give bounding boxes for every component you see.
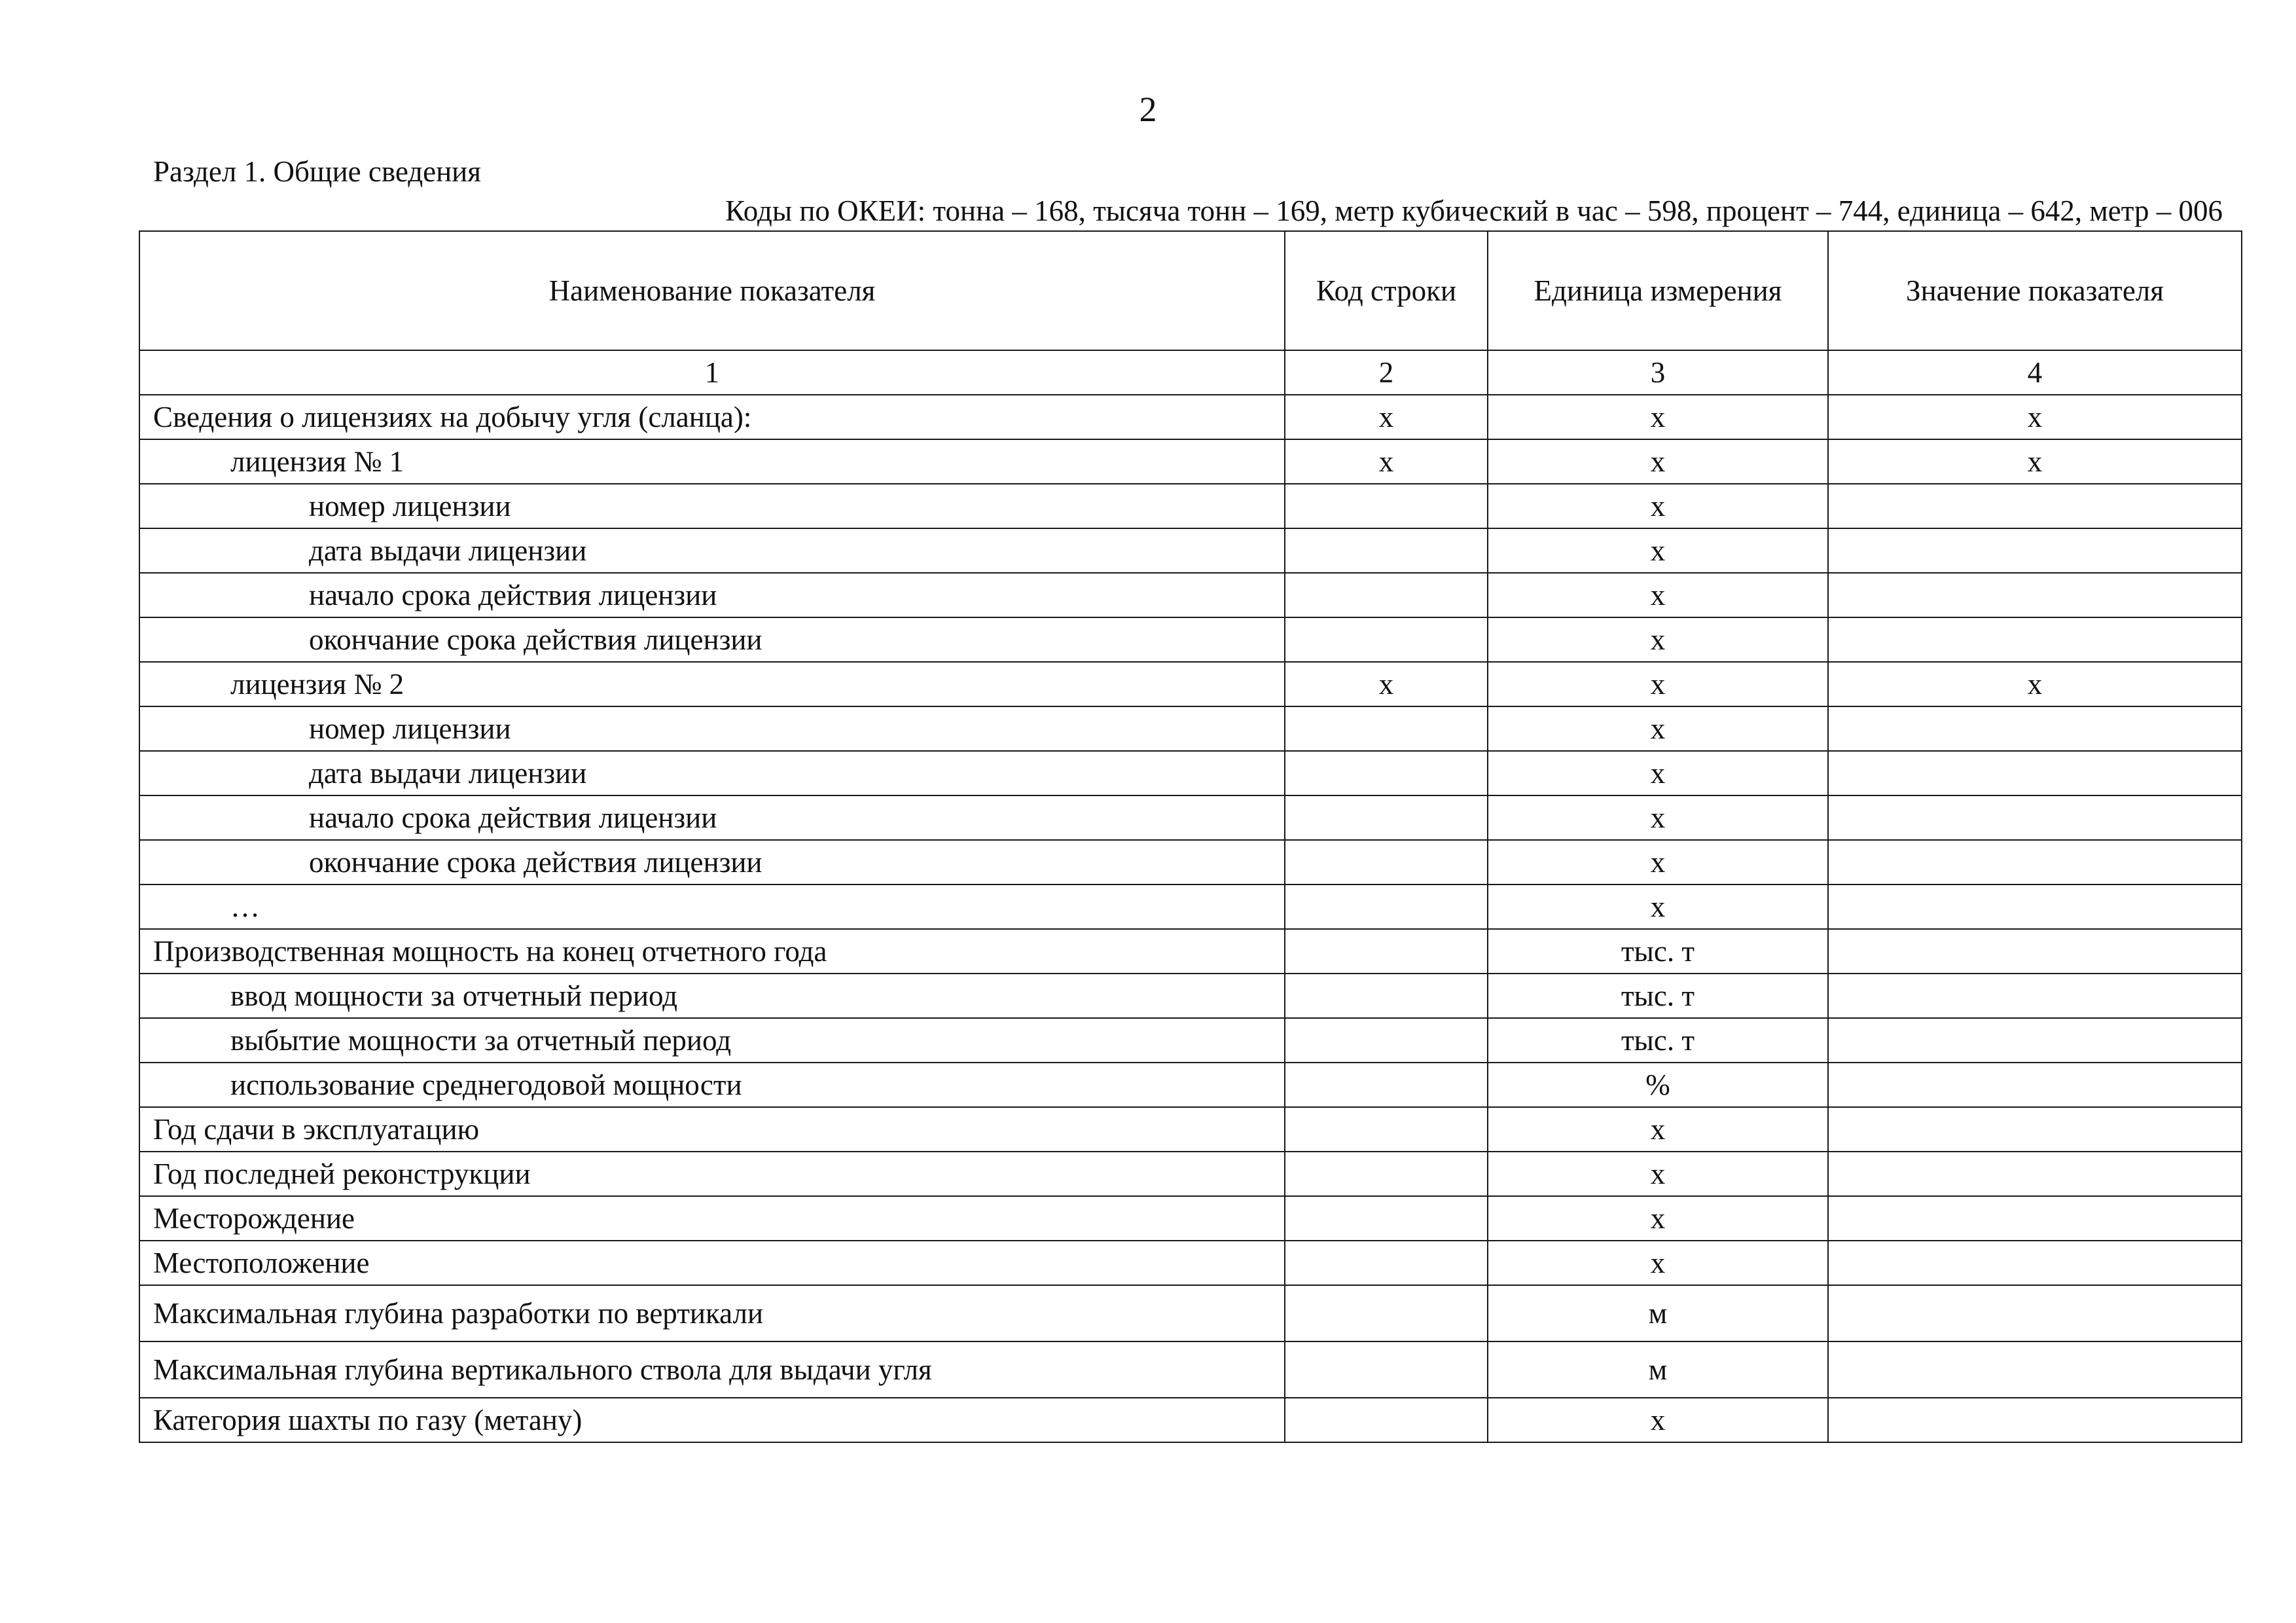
row-name-cell: лицензия № 2 xyxy=(139,662,1285,706)
row-unit-cell: x xyxy=(1488,884,1828,929)
row-name-cell: начало срока действия лицензии xyxy=(139,573,1285,617)
row-value-cell[interactable]: x xyxy=(1828,439,2242,484)
row-name-cell: ввод мощности за отчетный период xyxy=(139,974,1285,1018)
row-name-cell: использование среднегодовой мощности xyxy=(139,1063,1285,1107)
row-code-cell xyxy=(1285,795,1488,840)
table-row xyxy=(139,751,2242,795)
okei-codes: Коды по ОКЕИ: тонна – 168, тысяча тонн – 169, метр кубический в час – 598, процент – 744, единица – 642, метр – 006 xyxy=(725,194,2223,227)
header-line-code: Код строки xyxy=(1285,231,1488,350)
row-code-cell xyxy=(1285,1398,1488,1442)
row-unit-cell: x xyxy=(1488,751,1828,795)
row-code-cell xyxy=(1285,884,1488,929)
table-row xyxy=(139,1152,2242,1196)
table-row xyxy=(139,395,2242,439)
table-row xyxy=(139,1241,2242,1285)
row-unit-cell: x xyxy=(1488,484,1828,528)
row-value-cell[interactable] xyxy=(1828,1341,2242,1398)
row-unit-cell: м xyxy=(1488,1341,1828,1398)
row-value-cell[interactable] xyxy=(1828,974,2242,1018)
row-code-cell xyxy=(1285,1196,1488,1241)
row-value-cell[interactable] xyxy=(1828,1018,2242,1063)
row-code-cell: x xyxy=(1285,395,1488,439)
page-number: 2 xyxy=(1139,90,1157,129)
row-unit-cell: x xyxy=(1488,1107,1828,1152)
row-code-cell xyxy=(1285,1018,1488,1063)
row-unit-cell: тыс. т xyxy=(1488,974,1828,1018)
table-row xyxy=(139,1107,2242,1152)
row-unit-cell: x xyxy=(1488,528,1828,573)
table-header-row xyxy=(139,231,2242,350)
table-row xyxy=(139,1018,2242,1063)
table-row xyxy=(139,484,2242,528)
table-row xyxy=(139,1285,2242,1341)
row-name-cell: дата выдачи лицензии xyxy=(139,528,1285,573)
row-code-cell xyxy=(1285,1341,1488,1398)
row-code-cell xyxy=(1285,617,1488,662)
table-row xyxy=(139,439,2242,484)
row-code-cell xyxy=(1285,706,1488,751)
row-name-cell: Категория шахты по газу (метану) xyxy=(139,1398,1285,1442)
indicators-table xyxy=(139,230,2242,1443)
table-row xyxy=(139,1063,2242,1107)
table-row xyxy=(139,528,2242,573)
table-row xyxy=(139,573,2242,617)
row-code-cell xyxy=(1285,484,1488,528)
row-code-cell xyxy=(1285,1241,1488,1285)
table-row xyxy=(139,840,2242,884)
row-value-cell[interactable] xyxy=(1828,1152,2242,1196)
row-code-cell xyxy=(1285,974,1488,1018)
row-name-cell: Производственная мощность на конец отчетного года xyxy=(139,929,1285,974)
table-row xyxy=(139,974,2242,1018)
row-value-cell[interactable]: x xyxy=(1828,395,2242,439)
row-name-cell: окончание срока действия лицензии xyxy=(139,617,1285,662)
row-name-cell: Местоположение xyxy=(139,1241,1285,1285)
row-name-cell: лицензия № 1 xyxy=(139,439,1285,484)
header-value: Значение показателя xyxy=(1828,231,2242,350)
row-code-cell: x xyxy=(1285,439,1488,484)
header-unit: Единица измерения xyxy=(1488,231,1828,350)
row-value-cell[interactable] xyxy=(1828,751,2242,795)
table-row xyxy=(139,1341,2242,1398)
row-value-cell[interactable] xyxy=(1828,840,2242,884)
row-name-cell: Год последней реконструкции xyxy=(139,1152,1285,1196)
section-title: Раздел 1. Общие сведения xyxy=(153,155,481,188)
row-value-cell[interactable] xyxy=(1828,929,2242,974)
row-name-cell: дата выдачи лицензии xyxy=(139,751,1285,795)
row-unit-cell: тыс. т xyxy=(1488,1018,1828,1063)
column-number: 2 xyxy=(1285,350,1488,395)
column-number-row xyxy=(139,350,2242,395)
table-row xyxy=(139,662,2242,706)
row-unit-cell: x xyxy=(1488,573,1828,617)
row-unit-cell: м xyxy=(1488,1285,1828,1341)
row-code-cell xyxy=(1285,573,1488,617)
row-value-cell[interactable] xyxy=(1828,528,2242,573)
row-value-cell[interactable] xyxy=(1828,795,2242,840)
row-name-cell: Сведения о лицензиях на добычу угля (сланца): xyxy=(139,395,1285,439)
row-unit-cell: x xyxy=(1488,795,1828,840)
row-unit-cell: тыс. т xyxy=(1488,929,1828,974)
row-unit-cell: x xyxy=(1488,1398,1828,1442)
row-name-cell: окончание срока действия лицензии xyxy=(139,840,1285,884)
row-name-cell: Максимальная глубина разработки по вертикали xyxy=(139,1285,1285,1341)
row-code-cell xyxy=(1285,1152,1488,1196)
row-value-cell[interactable] xyxy=(1828,1107,2242,1152)
row-unit-cell: x xyxy=(1488,706,1828,751)
row-value-cell[interactable] xyxy=(1828,706,2242,751)
row-value-cell[interactable] xyxy=(1828,1196,2242,1241)
row-value-cell[interactable] xyxy=(1828,573,2242,617)
table-row xyxy=(139,795,2242,840)
row-name-cell: … xyxy=(139,884,1285,929)
row-name-cell: Год сдачи в эксплуатацию xyxy=(139,1107,1285,1152)
row-name-cell: выбытие мощности за отчетный период xyxy=(139,1018,1285,1063)
row-unit-cell: x xyxy=(1488,617,1828,662)
row-unit-cell: x xyxy=(1488,439,1828,484)
row-value-cell[interactable] xyxy=(1828,484,2242,528)
column-number: 4 xyxy=(1828,350,2242,395)
row-value-cell[interactable] xyxy=(1828,1285,2242,1341)
row-name-cell: начало срока действия лицензии xyxy=(139,795,1285,840)
column-number: 3 xyxy=(1488,350,1828,395)
row-name-cell: Месторождение xyxy=(139,1196,1285,1241)
row-name-cell: Максимальная глубина вертикального ствола для выдачи угля xyxy=(139,1341,1285,1398)
table-body xyxy=(139,395,2242,1442)
row-code-cell xyxy=(1285,751,1488,795)
row-unit-cell: x xyxy=(1488,1241,1828,1285)
row-value-cell[interactable] xyxy=(1828,884,2242,929)
table-row xyxy=(139,706,2242,751)
row-code-cell xyxy=(1285,1107,1488,1152)
row-unit-cell: x xyxy=(1488,395,1828,439)
row-name-cell: номер лицензии xyxy=(139,484,1285,528)
row-unit-cell: x xyxy=(1488,662,1828,706)
column-number: 1 xyxy=(139,350,1285,395)
table-row xyxy=(139,617,2242,662)
row-unit-cell: x xyxy=(1488,1196,1828,1241)
row-value-cell[interactable] xyxy=(1828,617,2242,662)
row-code-cell xyxy=(1285,929,1488,974)
row-value-cell[interactable] xyxy=(1828,1398,2242,1442)
table-row xyxy=(139,929,2242,974)
row-name-cell: номер лицензии xyxy=(139,706,1285,751)
row-value-cell[interactable] xyxy=(1828,1241,2242,1285)
table-row xyxy=(139,1196,2242,1241)
row-unit-cell: x xyxy=(1488,840,1828,884)
row-unit-cell: % xyxy=(1488,1063,1828,1107)
row-code-cell xyxy=(1285,840,1488,884)
row-code-cell: x xyxy=(1285,662,1488,706)
row-code-cell xyxy=(1285,528,1488,573)
row-unit-cell: x xyxy=(1488,1152,1828,1196)
row-value-cell[interactable]: x xyxy=(1828,662,2242,706)
header-indicator-name: Наименование показателя xyxy=(139,231,1285,350)
row-value-cell[interactable] xyxy=(1828,1063,2242,1107)
table-row xyxy=(139,1398,2242,1442)
table-row xyxy=(139,884,2242,929)
row-code-cell xyxy=(1285,1063,1488,1107)
row-code-cell xyxy=(1285,1285,1488,1341)
